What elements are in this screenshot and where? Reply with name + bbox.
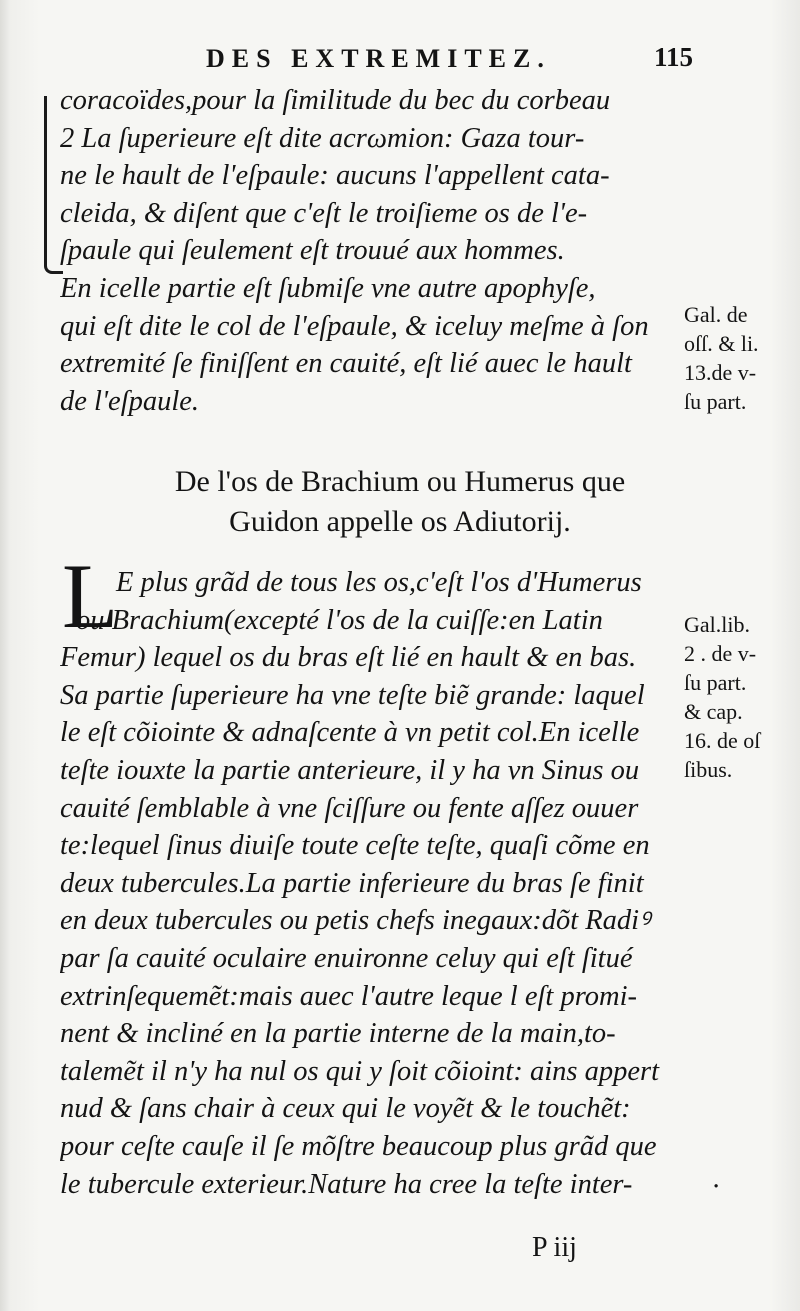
margin-bracket (44, 96, 61, 266)
text-line: Femur) lequel os du bras eſt lié en hault & en bas. (60, 642, 637, 674)
margin-note-galen-1 (684, 300, 794, 416)
text-line: le eſt cõiointe & adnaſcente à vn petit col.En icelle (60, 717, 640, 749)
text-line: de l'eſpaule. (60, 385, 200, 417)
margin-note-line: Gal.lib. (684, 612, 750, 637)
heading-line-1: De l'os de Brachium ou Humerus que (174, 465, 626, 498)
text-line: en deux tubercules ou petis chefs inegaux:dõt Radiꝰ (60, 905, 650, 937)
text-line: teſte iouxte la partie anterieure, il y ha vn Sinus ou (60, 754, 640, 786)
running-title: DES EXTREMITEZ. (206, 44, 551, 73)
text-line: ne le hault de l'eſpaule: aucuns l'appellent cata- (60, 160, 610, 192)
text-line: nud & ſans chair à ceux qui le voyẽt & le touchẽt: (60, 1093, 631, 1125)
text-line: coracoïdes,pour la ſimilitude du bec du corbeau (60, 85, 611, 116)
margin-note-line: Gal. de (684, 302, 748, 327)
heading-line-2: Guidon appelle os Adiutorij. (229, 505, 571, 538)
margin-note-line: 2 . de v- (684, 641, 757, 666)
margin-note-line: oſſ. & li. (684, 331, 759, 356)
running-head (0, 44, 800, 84)
paragraph-shoulder (60, 82, 686, 420)
text-line: cauité ſemblable à vne ſciſſure ou fente aſſez ouuer (60, 792, 639, 824)
text-line: extremité ſe finiſſent en cauité, eſt lié auec le hault (60, 348, 632, 380)
text-line: par ſa cauité oculaire enuironne celuy qui eſt ſitué (60, 942, 633, 974)
margin-note-line: & cap. (684, 699, 743, 724)
text-line: cleida, & diſent que c'eſt le troiſieme os de l'e- (60, 197, 588, 229)
text-line: 2 La ſuperieure eſt dite acrωmion: Gaza tour- (60, 122, 585, 154)
text-line: te:lequel ſinus diuiſe toute ceſte teſte, quaſi cõme en (60, 830, 650, 862)
text-line: pour ceſte cauſe il ſe mõſtre beaucoup plus grãd que (60, 1130, 657, 1162)
text-line: nent & incliné en la partie interne de la main,to- (60, 1018, 616, 1050)
text-line: extrinſequemẽt:mais auec l'autre leque l eſt promi- (60, 980, 637, 1012)
page-number: 115 (654, 42, 694, 72)
text-line: talemẽt il n'y ha nul os qui y ſoit cõioint: ains appert (60, 1055, 659, 1087)
section-heading (60, 462, 740, 542)
margin-note-line: 13.de v- (684, 360, 757, 385)
text-line: qui eſt dite le col de l'eſpaule, & iceluy meſme à ſon (60, 310, 649, 342)
paragraph-humerus (60, 564, 686, 1203)
margin-note-line: ſu part. (684, 389, 747, 414)
text-line: En icelle partie eſt ſubmiſe vne autre apophyſe, (60, 272, 596, 304)
margin-note-galen-2 (684, 610, 794, 784)
margin-note-line: ſibus. (684, 757, 733, 782)
signature-mark: P iij (532, 1232, 577, 1263)
margin-note-line: 16. de oſ (684, 728, 761, 753)
text-line: deux tubercules.La partie inferieure du bras ſe finit (60, 867, 644, 899)
printer-mark: · (712, 1172, 721, 1202)
text-line: le tubercule exterieur.Nature ha cree la teſte inter- (60, 1168, 633, 1200)
text-line: Sa partie ſuperieure ha vne teſte biẽ grande: laquel (60, 679, 645, 711)
drop-cap: L (62, 545, 119, 647)
text-line: ou Brachium(excepté l'os de la cuiſſe:en Latin (76, 604, 603, 636)
text-line: ſpaule qui ſeulement eſt trouué aux hommes. (60, 235, 565, 267)
text-line: E plus grãd de tous les os,c'eſt l'os d'Humerus (116, 567, 642, 598)
margin-note-line: ſu part. (684, 670, 747, 695)
